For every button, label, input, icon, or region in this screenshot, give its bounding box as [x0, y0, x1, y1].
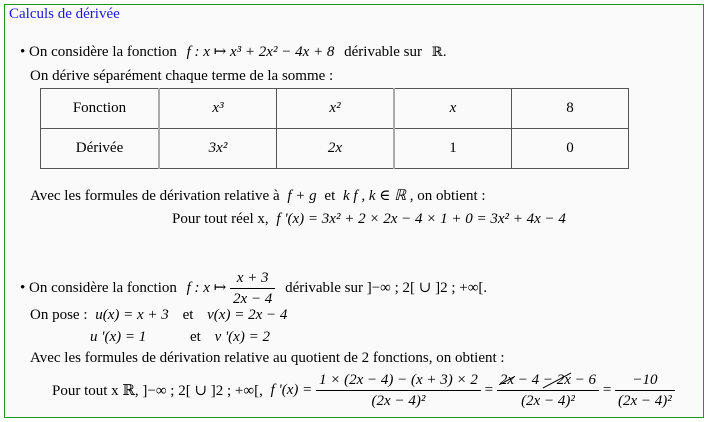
- part1-intro-line: [20, 42, 447, 61]
- cancelled-term: − 2x: [542, 372, 571, 388]
- result-expression: f '(x) = 3x² + 2 × 2x − 4 × 1 + 0 = 3x² + 4x − 4: [276, 211, 566, 227]
- fraction-numerator: [497, 370, 599, 391]
- part2-intro: On considère la fonction: [29, 279, 177, 296]
- fraction-numerator: x + 3: [230, 268, 275, 289]
- part1-intro: On considère la fonction: [29, 44, 177, 60]
- v-prime: v '(x) = 2: [214, 329, 270, 345]
- part1-function: f : x ↦ x³ + 2x² − 4x + 8: [186, 44, 335, 60]
- pose-label: On pose :: [30, 307, 88, 323]
- fraction-denominator: (2x − 4)²: [371, 393, 426, 409]
- result-prefix: Pour tout réel x,: [172, 211, 269, 227]
- v-definition: v(x) = 2x − 4: [207, 307, 288, 323]
- table-cell: x³: [159, 89, 277, 129]
- formula-kf: k f , k ∈ ℝ: [343, 188, 406, 204]
- derivative-table: [40, 88, 629, 169]
- term: − 4: [514, 372, 543, 388]
- part2-result-line: [52, 370, 675, 411]
- result-lhs: f '(x) =: [270, 382, 313, 398]
- quotient-fraction-3: [615, 370, 675, 411]
- table-cell: 2x: [277, 129, 395, 169]
- table-row: [41, 129, 629, 169]
- term: − 6: [570, 372, 597, 388]
- part1-derive-sentence: On dérive séparément chaque terme de la somme :: [30, 68, 334, 84]
- equals-sign: =: [484, 382, 494, 398]
- cancelled-term: 2x: [499, 372, 515, 388]
- u-definition: u(x) = x + 3: [95, 307, 169, 323]
- formula-text-end: , on obtient :: [409, 188, 486, 204]
- part2-formula-sentence: Avec les formules de dérivation relative au quotient de 2 fonctions, on obtient :: [30, 350, 505, 366]
- fraction-numerator: −10: [615, 370, 675, 391]
- quotient-fraction-2: [497, 370, 599, 411]
- equals-sign: =: [602, 382, 612, 398]
- part2-function-prefix: f : x ↦: [186, 279, 227, 296]
- result-prefix: Pour tout x ℝ, ]−∞ ; 2[ ∪ ]2 ; +∞[,: [52, 383, 263, 399]
- fraction-denominator: (2x − 4)²: [618, 393, 672, 409]
- fraction-numerator: 1 × (2x − 4) − (x + 3) × 2: [316, 370, 481, 391]
- table-cell: x²: [277, 89, 395, 129]
- et-label: et: [182, 307, 194, 323]
- row-header-fonction: Fonction: [41, 89, 160, 129]
- row-header-derivee: Dérivée: [41, 129, 160, 169]
- bullet: •: [20, 279, 26, 296]
- page-title: Calculs de dérivée: [9, 6, 120, 22]
- table-cell: 8: [512, 89, 629, 129]
- part1-result-line: [172, 211, 566, 228]
- bullet: •: [20, 44, 26, 60]
- et-label: et: [189, 329, 201, 345]
- fraction-denominator: (2x − 4)²: [521, 393, 575, 409]
- table-cell: x: [394, 89, 512, 129]
- table-cell: 3x²: [159, 129, 277, 169]
- table-cell: 1: [394, 129, 512, 169]
- formula-f-plus-g: f + g: [287, 188, 317, 204]
- part2-derivatives-line: [90, 329, 270, 346]
- part1-formula-line: [30, 186, 486, 205]
- part2-function-fraction: [230, 268, 275, 309]
- part1-domain-text: dérivable sur: [344, 44, 423, 60]
- u-prime: u '(x) = 1: [90, 329, 147, 345]
- fraction-denominator: 2x − 4: [233, 291, 273, 307]
- table-row: [41, 89, 629, 129]
- formula-text: Avec les formules de dérivation relative à: [30, 188, 280, 204]
- quotient-fraction-1: [316, 370, 481, 411]
- formula-et: et: [324, 188, 336, 204]
- part2-intro-line: [20, 268, 487, 309]
- table-cell: 0: [512, 129, 629, 169]
- part2-domain-text: dérivable sur ]−∞ ; 2[ ∪ ]2 ; +∞[.: [285, 279, 488, 296]
- part2-pose-line: [30, 307, 287, 324]
- part1-domain-set: ℝ.: [431, 45, 447, 60]
